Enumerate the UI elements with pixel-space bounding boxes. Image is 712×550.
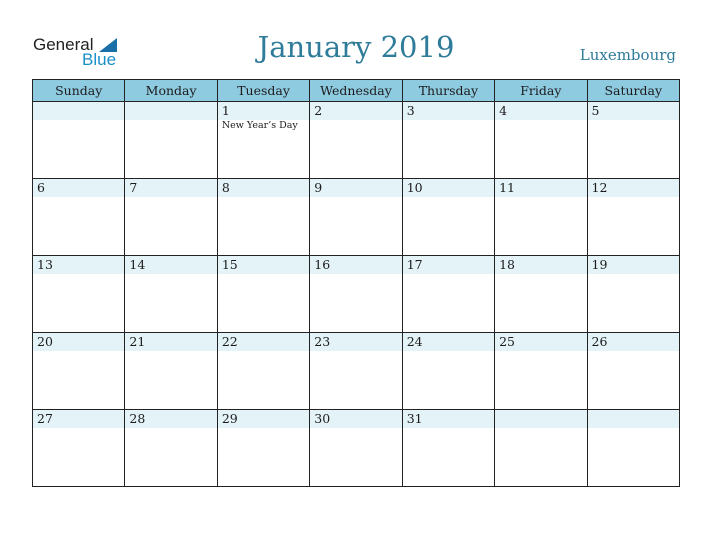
day-cell (33, 410, 125, 487)
day-number: 10 (406, 180, 423, 195)
day-cell (495, 179, 587, 256)
day-cell (125, 333, 217, 410)
day-cell (402, 179, 494, 256)
day-number: 21 (129, 334, 146, 349)
day-cell (310, 102, 402, 179)
day-number: 11 (499, 180, 516, 195)
day-number: 17 (406, 257, 423, 272)
day-cell (125, 256, 217, 333)
day-number: 31 (406, 411, 423, 426)
day-cell (310, 333, 402, 410)
day-cell (402, 410, 494, 487)
day-number: 4 (499, 103, 508, 118)
day-cell (310, 410, 402, 487)
country-label: Luxembourg (579, 46, 676, 64)
day-number: 30 (314, 411, 331, 426)
day-number: 29 (221, 411, 238, 426)
weekday-header: Monday (125, 80, 217, 102)
day-number: 14 (129, 257, 146, 272)
day-number: 2 (314, 103, 323, 118)
day-cell (33, 102, 125, 179)
day-cell (217, 256, 309, 333)
day-cell (217, 102, 309, 179)
day-cell (402, 102, 494, 179)
day-number: 24 (406, 334, 423, 349)
day-cell (402, 256, 494, 333)
weekday-header: Thursday (402, 80, 494, 102)
holiday-label: New Year’s Day (221, 120, 298, 131)
day-cell (125, 102, 217, 179)
day-number: 26 (591, 334, 608, 349)
logo-text-blue: Blue (82, 50, 117, 69)
week-row (33, 102, 680, 179)
day-number: 25 (499, 334, 516, 349)
day-number: 9 (314, 180, 323, 195)
day-cell (587, 410, 679, 487)
day-cell (495, 256, 587, 333)
day-number: 20 (37, 334, 53, 349)
day-cell (217, 333, 309, 410)
day-number: 3 (406, 103, 415, 118)
day-number: 1 (221, 103, 230, 118)
logo-text-general: General (33, 35, 94, 54)
week-row (33, 333, 680, 410)
day-cell (217, 179, 309, 256)
day-cell (310, 256, 402, 333)
calendar-title: January 2019 (257, 30, 455, 64)
day-number: 19 (591, 257, 608, 272)
week-row (33, 179, 680, 256)
day-cell (587, 102, 679, 179)
week-row (33, 256, 680, 333)
day-cell (495, 410, 587, 487)
calendar-grid (32, 79, 680, 487)
weekday-header: Wednesday (310, 80, 402, 102)
day-cell (495, 333, 587, 410)
day-number: 13 (37, 257, 53, 272)
day-cell (125, 179, 217, 256)
weekday-header-row (33, 80, 680, 102)
day-cell (125, 410, 217, 487)
day-cell (402, 333, 494, 410)
day-number: 12 (591, 180, 608, 195)
day-number: 28 (129, 411, 146, 426)
week-row (33, 410, 680, 487)
day-number: 15 (221, 257, 238, 272)
day-cell (33, 256, 125, 333)
day-cell (33, 179, 125, 256)
weekday-header: Saturday (587, 80, 679, 102)
day-number: 6 (37, 180, 45, 195)
day-number: 18 (499, 257, 516, 272)
day-cell (217, 410, 309, 487)
weekday-header: Friday (495, 80, 587, 102)
day-number: 16 (314, 257, 331, 272)
day-cell (33, 333, 125, 410)
day-number: 8 (221, 180, 230, 195)
day-number: 5 (591, 103, 600, 118)
day-number: 22 (221, 334, 238, 349)
day-number: 27 (37, 411, 53, 426)
day-cell (310, 179, 402, 256)
day-number: 23 (314, 334, 331, 349)
day-cell (587, 256, 679, 333)
day-cell (587, 333, 679, 410)
weekday-header: Sunday (33, 80, 125, 102)
day-cell (495, 102, 587, 179)
weekday-header: Tuesday (217, 80, 309, 102)
day-cell (587, 179, 679, 256)
day-number: 7 (129, 180, 138, 195)
